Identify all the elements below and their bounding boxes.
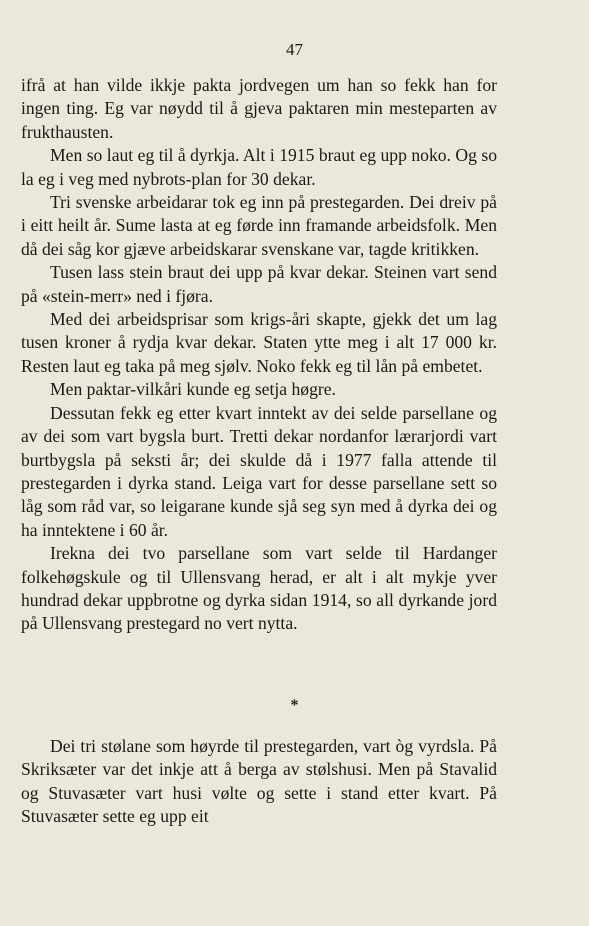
paragraph: Men paktar-vilkåri kunde eg setja høgre. [50,379,336,400]
paragraph: ifrå at han vilde ikkje pakta jordvegen um han so fekk han for ingen ting. Eg var nøydd til å gjeva paktaren min mesteparten av frukthausten. [21,75,497,142]
paragraph: Dei tri stølane som høyrde til prestegarden, vart òg vyrdsla. På Skriksæter var det inkje att å berga av stølshusi. Men på Stavalid og Stuvasæter vart husi vølte og sette i stand etter kvart. På Stuvasæter sette eg upp eit [21,736,497,827]
paragraph: Tusen lass stein braut dei upp på kvar dekar. Steinen vart send på «stein-merr» ned i fjøra. [21,262,497,306]
page-number: 47 [286,40,303,59]
section-divider: * [290,697,299,714]
paragraph: Tri svenske arbeidarar tok eg inn på prestegarden. Dei dreiv på i eitt heilt år. Sume lasta at eg førde inn framande arbeidsfolk. Men då dei såg kor gjæve arbeidskarar svenskane var, tagde kritikken. [21,192,497,259]
paragraph: Med dei arbeidsprisar som krigs-åri skapte, gjekk det um lag tusen kroner å rydja kvar dekar. Staten ytte meg i alt 17 000 kr. Resten laut eg taka på meg sjølv. Noko fekk eg til lån på embetet. [21,309,497,376]
text-block [21,74,497,636]
paragraph: Men so laut eg til å dyrkja. Alt i 1915 braut eg upp noko. Og so la eg i veg med nybrots-plan for 30 dekar. [21,145,497,189]
paragraph: Irekna dei tvo parsellane som vart selde til Hardanger folkehøgskule og til Ullensvang herad, er alt i alt mykje yver hundrad dekar uppbrotne og dyrka sidan 1914, so all dyrkande jord på Ullensvang prestegard no vert nytta. [21,543,497,634]
text-block [21,735,497,829]
paragraph: Dessutan fekk eg etter kvart inntekt av dei selde parsellane og av dei som vart bygsla burt. Tretti dekar nordanfor lærarjordi vart burtbygsla på seksti år; dei skulde då i 1977 falla attende til prestegarden i dyrka stand. Leiga vart for desse parsellane sett so låg som råd var, so leigarane kunde sjå seg syn med å dyrka dei og ha inntektene i 60 år. [21,402,497,540]
